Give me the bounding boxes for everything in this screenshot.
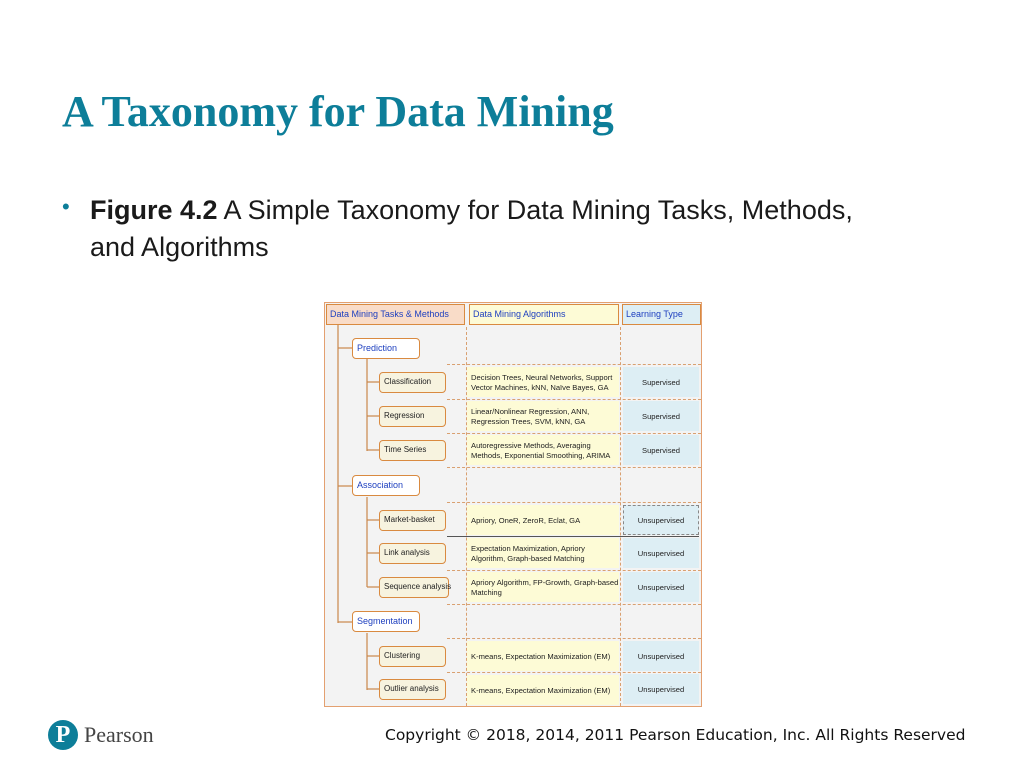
header-algorithms: Data Mining Algorithms <box>469 304 619 325</box>
learning-type-classification: Supervised <box>623 367 699 397</box>
bullet-dot-icon: • <box>62 194 70 219</box>
row-divider <box>447 672 701 673</box>
row-divider <box>447 570 701 571</box>
learning-type-sequence-analysis: Unsupervised <box>623 572 699 602</box>
algorithms-sequence-analysis: Apriory Algorithm, FP-Growth, Graph-based Matching <box>467 572 619 602</box>
row-divider <box>447 364 701 365</box>
method-sequence-analysis: Sequence analysis <box>379 577 449 598</box>
algorithms-market-basket: Apriory, OneR, ZeroR, Eclat, GA <box>467 505 619 535</box>
learning-type-time-series: Supervised <box>623 435 699 465</box>
figure-caption: A Simple Taxonomy for Data Mining Tasks, Methods, and Algorithms <box>90 195 853 262</box>
row-divider-solid <box>447 536 699 537</box>
algorithms-regression: Linear/Nonlinear Regression, ANN, Regression Trees, SVM, kNN, GA <box>467 401 619 431</box>
learning-type-market-basket: Unsupervised <box>623 505 699 535</box>
method-link-analysis: Link analysis <box>379 543 446 564</box>
learning-type-regression: Supervised <box>623 401 699 431</box>
learning-type-link-analysis: Unsupervised <box>623 538 699 568</box>
group-association: Association <box>352 475 420 496</box>
pearson-logo-icon: P <box>48 720 78 750</box>
algorithms-outlier-analysis: K-means, Expectation Maximization (EM) <box>467 675 619 705</box>
method-time-series: Time Series <box>379 440 446 461</box>
row-divider <box>447 467 701 468</box>
method-outlier-analysis: Outlier analysis <box>379 679 446 700</box>
group-segmentation: Segmentation <box>352 611 420 632</box>
row-divider <box>447 502 701 503</box>
pearson-wordmark: Pearson <box>84 722 154 747</box>
row-divider <box>447 433 701 434</box>
header-tasks-methods: Data Mining Tasks & Methods <box>326 304 465 325</box>
bullet-text <box>90 192 870 266</box>
figure-number: Figure 4.2 <box>90 195 218 225</box>
algorithms-link-analysis: Expectation Maximization, Apriory Algorithm, Graph-based Matching <box>467 538 619 568</box>
method-market-basket: Market-basket <box>379 510 446 531</box>
copyright-notice: Copyright © 2018, 2014, 2011 Pearson Education, Inc. All Rights Reserved <box>385 726 966 744</box>
row-divider <box>447 604 701 605</box>
learning-type-outlier-analysis: Unsupervised <box>623 674 699 704</box>
algorithms-time-series: Autoregressive Methods, Averaging Methods, Exponential Smoothing, ARIMA <box>467 435 619 465</box>
algorithms-clustering: K-means, Expectation Maximization (EM) <box>467 641 619 671</box>
header-learning-type: Learning Type <box>622 304 701 325</box>
taxonomy-figure <box>324 302 702 707</box>
group-prediction: Prediction <box>352 338 420 359</box>
row-divider <box>447 638 701 639</box>
method-regression: Regression <box>379 406 446 427</box>
method-clustering: Clustering <box>379 646 446 667</box>
method-classification: Classification <box>379 372 446 393</box>
slide-title: A Taxonomy for Data Mining <box>62 87 614 136</box>
row-divider <box>447 399 701 400</box>
learning-type-clustering: Unsupervised <box>623 641 699 671</box>
algorithms-classification: Decision Trees, Neural Networks, Support Vector Machines, kNN, Naïve Bayes, GA <box>467 367 619 397</box>
